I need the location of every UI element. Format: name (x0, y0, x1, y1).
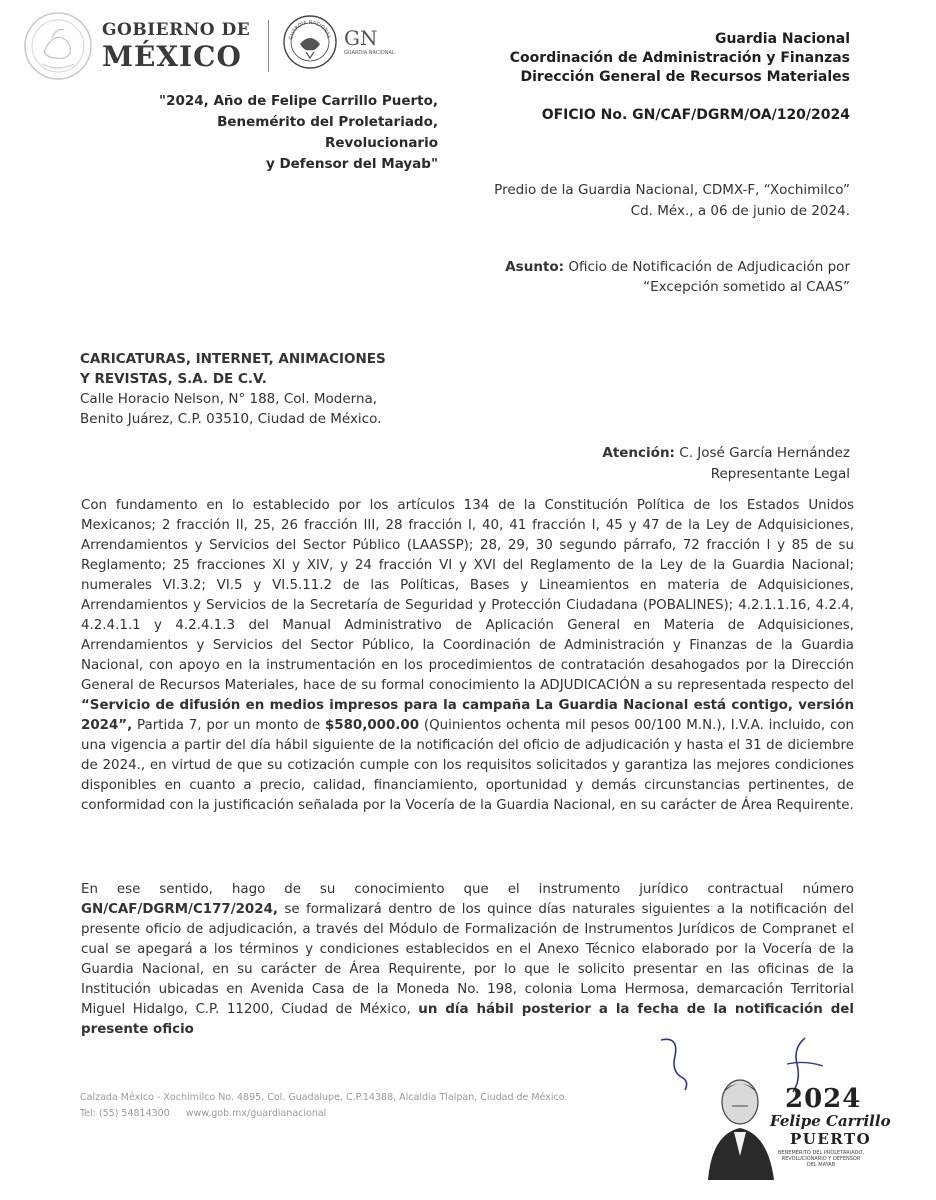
emblem-name: Felipe Carrillo (770, 1112, 891, 1130)
gn-initials: GN (344, 26, 378, 50)
attention-role: Representante Legal (710, 466, 850, 482)
motto-line: y Defensor del Mayab" (265, 156, 438, 172)
institution-line: Guardia Nacional (714, 31, 850, 47)
mexico-coat-of-arms-icon (22, 8, 94, 84)
place-line: Predio de la Guardia Nacional, CDMX-F, “Xochimilco” (494, 182, 850, 198)
emblem-surname: PUERTO (790, 1130, 872, 1148)
subject-line2: “Excepción sometido al CAAS” (643, 279, 850, 295)
svg-text:GUARDIA NACIONAL (288, 20, 332, 41)
institution-line: Dirección General de Recursos Materiales (520, 69, 850, 85)
emblem-caption: BENEMÉRITO DEL PROLETARIADO, REVOLUCIONARIO Y DEFENSOR DEL MAYAB (777, 1150, 865, 1168)
institution-block (510, 30, 850, 87)
company-address-line2: Benito Juárez, C.P. 03510, Ciudad de México. (80, 411, 382, 427)
contract-amount: $580,000.00 (324, 718, 420, 733)
footer-address: Calzada México - Xochimilco No. 4895, Col. Guadalupe, C.P.14388, Alcaldía Tlalpan, Ciudad de México. (80, 1092, 568, 1103)
body-paragraph-1 (81, 496, 854, 816)
gobierno-de-text: GOBIERNO DE (102, 20, 251, 40)
seal-arc-text: GUARDIA NACIONAL (288, 19, 332, 41)
subject-block (505, 257, 850, 297)
footer-website: www.gob.mx/guardianacional (185, 1108, 327, 1119)
institution-line: Coordinación de Administración y Finanzas (509, 50, 850, 66)
motto-line: Benemérito del Proletariado, Revolucionario (217, 114, 438, 151)
addressee-block (80, 349, 386, 429)
contract-number: GN/CAF/DGRM/C177/2024, (81, 902, 278, 917)
subject-line1: Oficio de Notificación de Adjudicación por (568, 259, 850, 275)
logo-divider (268, 20, 269, 72)
emblem-year: 2024 (785, 1084, 862, 1114)
subject-label: Asunto: (505, 259, 565, 275)
attention-name: C. José García Hernández (679, 445, 850, 461)
p1-rest: (Quinientos ochenta mil pesos 00/100 M.N.), I.V.A. incluido, con una vigencia a partir del día hábil siguiente de la notificación del oficio de adjudicación y hasta el 31 de diciembre de 2024., en virtud de que su cotización cumple con los requisitos solicitados y garantiza las mejores condiciones disponibles en cuanto a precio, calidad, financiamiento, oportunidad y demás circunstancias pertinentes, de conformidad con la justificación señalada por la Vocería de la Guardia Nacional, en su carácter de Área Requirente. (81, 718, 854, 813)
attention-block (602, 443, 850, 485)
p2-bold-end: un día hábil posterior a la fecha de la notificación del presente oficio (81, 1002, 854, 1037)
body-paragraph-2 (81, 880, 854, 1040)
place-date (494, 180, 850, 222)
company-name-line1: CARICATURAS, INTERNET, ANIMACIONES (80, 351, 386, 367)
company-address-line1: Calle Horacio Nelson, N° 188, Col. Moderna, (80, 391, 378, 407)
p2-rest: se formalizará dentro de los quince días naturales siguientes a la notificación del presente oficio de adjudicación, a través del Módulo de Formalización de Instrumentos Jurídicos de Compranet el cual se apegará a los términos y condiciones establecidos en el Anexo Técnico elaborado por la Vocería de la Guardia Nacional, en su carácter de Área Requirente, por lo que le solicito presentar en las oficinas de la Institución ubicadas en Avenida Casa de la Moneda No. 198, colonia Loma Hermosa, demarcación Territorial Miguel Hidalgo, C.P. 11200, Ciudad de México, (81, 902, 854, 1017)
service-name: “Servicio de difusión en medios impresos para la campaña La Guardia Nacional está contigo, versión 2024”, (81, 698, 854, 733)
gn-subtitle: GUARDIA NACIONAL (344, 50, 395, 56)
p1-mid: Partida 7, por un monto de (132, 718, 325, 733)
company-name-line2: Y REVISTAS, S.A. DE C.V. (80, 371, 267, 387)
p1-intro: Con fundamento en lo establecido por los artículos 134 de la Constitución Política de los Estados Unidos Mexicanos; 2 fracción II, 25, 26 fracción III, 28 fracción I, 40, 41 fracción I, 45 y 47 de la Ley de Adquisiciones, Arrendamientos y Servicios del Sector Público (LAASSP); 28, 29, 30 segundo párrafo, 72 fracción I y 85 de su Reglamento; 25 fracciones XI y XIV, y 24 fracción VI y XVI del Reglamento de la Ley de la Guardia Nacional; numerales VI.3.2; VI.5 y VI.5.11.2 de las Políticas, Bases y Lineamientos en materia de Adquisiciones, Arrendamientos y Servicios de la Secretaría de Seguridad y Protección Ciudadana (POBALINES); 4.2.1.1.16, 4.2.4, 4.2.4.1.1 y 4.2.4.1.3 del Manual Administrativo de Aplicación General en Materia de Adquisiciones, Arrendamientos y Servicios del Sector Público, la Coordinación de Administración y Finanzas de la Guardia Nacional, con apoyo en la instrumentación en los procedimientos de contratación desahogados por la Dirección General de Recursos Materiales, hace de su formal conocimiento la ADJUDICACIÓN a su representada respecto del (81, 498, 854, 693)
attention-label: Atención: (602, 445, 675, 461)
oficio-number: OFICIO No. GN/CAF/DGRM/OA/120/2024 (541, 107, 850, 123)
mexico-text: MÉXICO (102, 40, 242, 73)
page-footer (80, 1090, 567, 1122)
p2-intro: En ese sentido, hago de su conocimiento que el instrumento jurídico contractual número (81, 882, 854, 897)
year-motto (108, 91, 438, 175)
guardia-nacional-seal-icon (282, 14, 338, 70)
footer-phone: Tel: (55) 54814300 (80, 1108, 170, 1119)
motto-line: "2024, Año de Felipe Carrillo Puerto, (159, 93, 438, 109)
date-line: Cd. Méx., a 06 de junio de 2024. (630, 203, 850, 219)
